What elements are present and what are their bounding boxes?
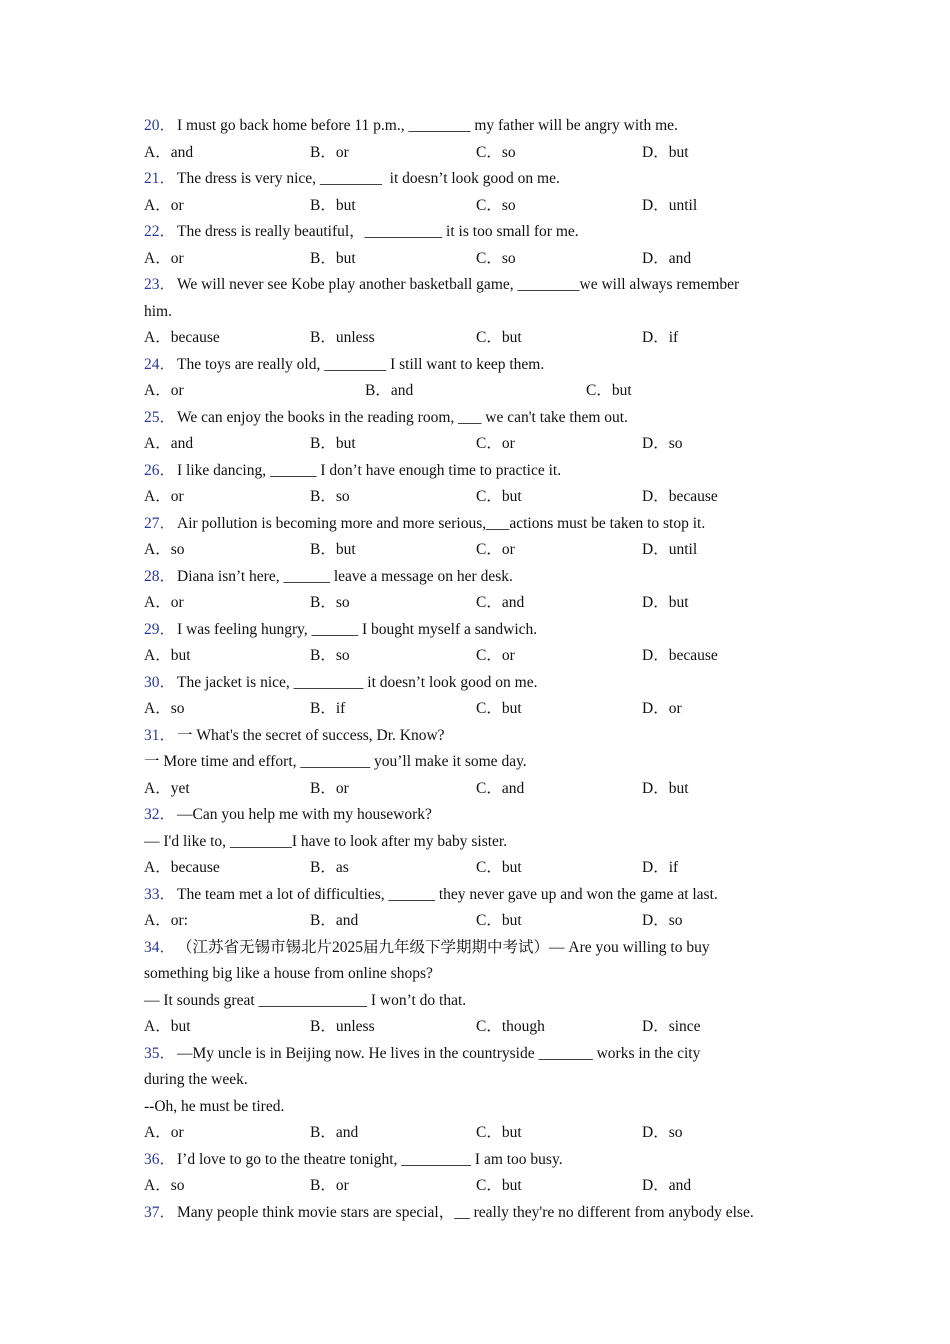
answer-options (144, 431, 824, 458)
answer-options (144, 193, 824, 220)
option-text: or (335, 779, 349, 797)
answer-option[interactable] (476, 1120, 642, 1147)
question-text-line: — I'd like to, ________I have to look after my baby sister. (144, 832, 508, 850)
option-text: but (501, 329, 522, 346)
option-text: or (170, 1124, 184, 1141)
question-text: The dress is really beautiful，__________ it is too small for me. (177, 223, 579, 240)
option-letter: C ． (476, 859, 502, 876)
option-text: if (668, 859, 679, 876)
answer-options (144, 140, 824, 167)
option-text: but (335, 435, 356, 452)
question-block (144, 352, 824, 405)
question-number: 32 ． (144, 802, 177, 829)
question-text: 一 What's the secret of success, Dr. Know? (177, 726, 445, 744)
option-letter: A ． (144, 488, 171, 505)
option-letter: B ． (310, 1177, 336, 1194)
answer-option[interactable] (144, 855, 310, 882)
answer-option[interactable] (642, 1173, 808, 1200)
question-text: Diana isn’t here, ______ leave a message on her desk. (177, 567, 513, 585)
question-block (144, 405, 824, 458)
answer-option[interactable] (310, 1120, 476, 1147)
answer-option[interactable] (310, 431, 476, 458)
answer-option[interactable] (642, 431, 808, 458)
answer-option[interactable] (310, 140, 476, 167)
answer-option[interactable] (476, 193, 642, 220)
answer-options (144, 484, 824, 511)
question-text: —My uncle is in Beijing now. He lives in the countryside _______ works in the city (177, 1044, 701, 1062)
answer-options (144, 643, 824, 670)
option-letter: B ． (310, 144, 336, 161)
option-text: because (668, 488, 718, 505)
answer-option[interactable] (144, 590, 310, 617)
answer-option[interactable] (476, 431, 642, 458)
option-text: or (335, 1177, 349, 1194)
option-letter: B ． (310, 594, 336, 611)
option-text: or (501, 435, 515, 452)
option-letter: A ． (144, 1124, 171, 1141)
question-stem (144, 723, 824, 750)
answer-option[interactable] (642, 537, 808, 564)
answer-option[interactable] (144, 776, 310, 803)
answer-option[interactable] (642, 908, 808, 935)
answer-options (144, 855, 824, 882)
question-list (144, 113, 824, 1226)
option-letter: D ． (642, 859, 669, 876)
question-stem (144, 617, 824, 644)
question-stem (144, 219, 824, 246)
answer-option[interactable] (365, 378, 586, 405)
answer-option[interactable] (310, 590, 476, 617)
option-letter: C ． (476, 541, 502, 558)
question-text-line: --Oh, he must be tired. (144, 1097, 285, 1115)
answer-option[interactable] (476, 908, 642, 935)
answer-option[interactable] (144, 696, 310, 723)
answer-option[interactable] (476, 1014, 642, 1041)
option-text: so (170, 700, 185, 717)
option-letter: A ． (144, 144, 171, 161)
option-letter: B ． (310, 197, 336, 214)
answer-option[interactable] (476, 643, 642, 670)
option-text: because (668, 647, 718, 664)
question-stem (144, 458, 824, 485)
option-text: but (501, 1177, 522, 1194)
option-letter: C ． (476, 197, 502, 214)
option-letter: D ． (642, 780, 669, 797)
answer-options (144, 378, 824, 405)
option-text: or (501, 541, 515, 558)
option-letter: C ． (476, 594, 502, 611)
answer-option[interactable] (310, 193, 476, 220)
answer-option[interactable] (310, 776, 476, 803)
option-letter: D ． (642, 912, 669, 929)
answer-option[interactable] (642, 643, 808, 670)
option-text: or (170, 249, 184, 267)
answer-options (144, 776, 824, 803)
option-letter: D ． (642, 647, 669, 664)
question-text: Many people think movie stars are special，__ really they're no different from anybody else. (177, 1203, 754, 1221)
option-letter: A ． (144, 1018, 171, 1035)
answer-option[interactable] (642, 590, 808, 617)
question-block (144, 166, 824, 219)
option-letter: A ． (144, 197, 171, 214)
option-text: so (501, 196, 516, 214)
question-number: 30 ． (144, 670, 177, 697)
option-letter: C ． (476, 144, 502, 161)
option-letter: A ． (144, 647, 171, 664)
option-letter: B ． (310, 329, 336, 346)
option-text: but (170, 647, 191, 664)
answer-option[interactable] (310, 696, 476, 723)
answer-option[interactable] (476, 325, 642, 352)
question-stem (144, 272, 824, 299)
option-text: unless (335, 329, 375, 346)
question-number: 37 ． (144, 1200, 177, 1227)
answer-option[interactable] (144, 1014, 310, 1041)
option-text: or (170, 594, 184, 611)
option-text: because (170, 329, 220, 346)
option-text: but (611, 382, 632, 399)
question-text: —Can you help me with my housework? (177, 806, 432, 823)
answer-options (144, 1173, 824, 1200)
option-letter: C ． (476, 329, 502, 346)
answer-option[interactable] (144, 1120, 310, 1147)
option-letter: B ． (310, 1018, 336, 1035)
question-stem (144, 113, 824, 140)
option-text: but (170, 1018, 191, 1035)
option-letter: B ． (310, 541, 336, 558)
answer-option[interactable] (144, 1173, 310, 1200)
question-block (144, 670, 824, 723)
option-letter: A ． (144, 859, 171, 876)
answer-option[interactable] (476, 246, 642, 273)
question-block (144, 882, 824, 935)
answer-option[interactable] (642, 193, 808, 220)
question-stem (144, 352, 824, 379)
answer-option[interactable] (642, 696, 808, 723)
option-text: but (335, 249, 356, 267)
option-letter: C ． (586, 382, 612, 399)
option-letter: B ． (310, 250, 336, 267)
option-text: so (335, 647, 350, 664)
question-block (144, 802, 824, 882)
option-text: or (668, 700, 682, 717)
question-stem (144, 1041, 824, 1068)
option-text: but (668, 594, 689, 611)
answer-option[interactable] (476, 140, 642, 167)
question-block (144, 617, 824, 670)
option-text: if (668, 329, 679, 346)
answer-option[interactable] (476, 1173, 642, 1200)
question-block (144, 219, 824, 272)
option-letter: D ． (642, 144, 669, 161)
option-text: and (668, 249, 692, 267)
option-text: so (668, 912, 683, 929)
option-letter: C ． (476, 1177, 502, 1194)
option-letter: A ． (144, 329, 171, 346)
answer-options (144, 1014, 824, 1041)
option-letter: D ． (642, 1124, 669, 1141)
option-text: until (668, 196, 698, 214)
question-number: 26 ． (144, 458, 177, 485)
answer-option[interactable] (310, 643, 476, 670)
option-letter: D ． (642, 488, 669, 505)
option-text: so (501, 143, 516, 161)
question-stem (144, 1147, 824, 1174)
question-number: 28 ． (144, 564, 177, 591)
option-text: and (335, 912, 359, 929)
option-text: yet (170, 779, 190, 797)
question-stem (144, 935, 824, 962)
option-text: or (170, 196, 184, 214)
question-block (144, 113, 824, 166)
question-stem (144, 1200, 824, 1227)
option-letter: C ． (476, 250, 502, 267)
option-text: since (668, 1018, 701, 1035)
answer-option[interactable] (144, 484, 310, 511)
answer-option[interactable] (310, 1173, 476, 1200)
answer-options (144, 325, 824, 352)
question-block (144, 723, 824, 803)
question-text: We can enjoy the books in the reading room, ___ we can't take them out. (177, 408, 628, 426)
answer-option[interactable] (476, 484, 642, 511)
answer-option[interactable] (310, 855, 476, 882)
option-text: as (335, 859, 349, 876)
answer-option[interactable] (476, 776, 642, 803)
option-letter: C ． (476, 912, 502, 929)
answer-option[interactable] (642, 1014, 808, 1041)
question-text: Air pollution is becoming more and more serious,___actions must be taken to stop it. (177, 514, 706, 532)
question-number: 22 ． (144, 219, 177, 246)
answer-option[interactable] (642, 1120, 808, 1147)
question-text: I must go back home before 11 p.m., ________ my father will be angry with me. (177, 117, 678, 134)
option-letter: B ． (310, 647, 336, 664)
question-block (144, 935, 824, 1041)
option-text: because (170, 859, 220, 876)
option-letter: A ． (144, 435, 171, 452)
option-text: but (335, 196, 356, 214)
answer-option[interactable] (642, 140, 808, 167)
answer-options (144, 696, 824, 723)
option-letter: D ． (642, 435, 669, 452)
option-letter: D ． (642, 197, 669, 214)
question-number: 31 ． (144, 723, 177, 750)
answer-options (144, 1120, 824, 1147)
option-letter: A ． (144, 700, 171, 717)
question-text: We will never see Kobe play another basketball game, ________we will always remember (177, 276, 740, 293)
option-text: if (335, 700, 346, 717)
question-block (144, 1041, 824, 1147)
answer-option[interactable] (642, 246, 808, 273)
answer-option[interactable] (144, 643, 310, 670)
question-text-line: during the week. (144, 1071, 248, 1088)
question-number: 29 ． (144, 617, 177, 644)
question-stem (144, 511, 824, 538)
question-text: I like dancing, ______ I don’t have enough time to practice it. (177, 461, 562, 479)
answer-option[interactable] (144, 246, 310, 273)
option-letter: A ． (144, 780, 171, 797)
question-text: The dress is very nice, ________ it doesn’t look good on me. (177, 170, 560, 187)
option-text: so (335, 594, 350, 611)
question-text-line: something big like a house from online shops? (144, 965, 433, 982)
option-text: though (501, 1018, 545, 1035)
answer-option[interactable] (310, 908, 476, 935)
answer-option[interactable] (144, 378, 365, 405)
question-text-line: 一 More time and effort, _________ you’ll make it some day. (144, 753, 527, 770)
question-number: 23 ． (144, 272, 177, 299)
question-stem (144, 405, 824, 432)
option-text: but (501, 859, 522, 876)
option-text: and (170, 435, 194, 452)
question-stem (144, 564, 824, 591)
answer-option[interactable] (642, 855, 808, 882)
question-number: 24 ． (144, 352, 177, 379)
option-text: or: (170, 912, 188, 929)
option-text: so (170, 1177, 185, 1194)
answer-option[interactable] (310, 246, 476, 273)
option-text: but (335, 541, 356, 558)
answer-option[interactable] (642, 325, 808, 352)
answer-option[interactable] (310, 537, 476, 564)
option-letter: D ． (642, 594, 669, 611)
question-number: 25 ． (144, 405, 177, 432)
option-letter: D ． (642, 250, 669, 267)
question-block (144, 564, 824, 617)
option-letter: A ． (144, 382, 171, 399)
option-text: but (501, 700, 522, 717)
option-text: or (170, 488, 184, 505)
question-text: The jacket is nice, _________ it doesn’t look good on me. (177, 673, 538, 691)
question-number: 33 ． (144, 882, 177, 909)
option-letter: C ． (476, 435, 502, 452)
question-text-line: — It sounds great ______________ I won’t do that. (144, 991, 467, 1009)
question-text: I was feeling hungry, ______ I bought myself a sandwich. (177, 620, 538, 638)
option-letter: C ． (476, 488, 502, 505)
option-text: and (668, 1177, 692, 1194)
answer-option[interactable] (476, 855, 642, 882)
answer-option[interactable] (144, 537, 310, 564)
answer-option[interactable] (642, 484, 808, 511)
option-text: so (668, 435, 683, 452)
answer-option[interactable] (310, 484, 476, 511)
option-text: and (390, 382, 414, 399)
option-text: and (170, 143, 194, 161)
option-text: unless (335, 1018, 375, 1035)
option-letter: D ． (642, 1177, 669, 1194)
question-number: 36 ． (144, 1147, 177, 1174)
answer-option[interactable] (310, 1014, 476, 1041)
option-letter: C ． (476, 700, 502, 717)
question-text: The team met a lot of difficulties, ______ they never gave up and won the game at last. (177, 885, 718, 903)
option-letter: B ． (310, 912, 336, 929)
question-block (144, 511, 824, 564)
option-letter: A ． (144, 912, 171, 929)
question-number: 35 ． (144, 1041, 177, 1068)
answer-option[interactable] (144, 908, 310, 935)
option-letter: B ． (310, 1124, 336, 1141)
answer-option[interactable] (310, 325, 476, 352)
option-text: and (501, 594, 525, 611)
question-number: 27 ． (144, 511, 177, 538)
option-text: but (668, 143, 689, 161)
option-letter: C ． (476, 1124, 502, 1141)
answer-options (144, 537, 824, 564)
option-text: so (668, 1124, 683, 1141)
option-letter: B ． (310, 488, 336, 505)
answer-option[interactable] (586, 378, 752, 405)
option-letter: D ． (642, 700, 669, 717)
question-number: 21 ． (144, 166, 177, 193)
question-block (144, 458, 824, 511)
option-letter: D ． (642, 1018, 669, 1035)
question-block (144, 1200, 824, 1227)
question-stem (144, 802, 824, 829)
option-text: and (501, 779, 525, 797)
option-text: or (501, 647, 515, 664)
question-stem (144, 670, 824, 697)
option-text: so (170, 541, 185, 558)
option-text: but (501, 488, 522, 505)
option-letter: B ． (365, 382, 391, 399)
question-text: （江苏省无锡市锡北片2025届九年级下学期期中考试）— Are you willing to buy (177, 938, 710, 956)
answer-option[interactable] (476, 537, 642, 564)
option-text: or (335, 143, 349, 161)
answer-option[interactable] (144, 193, 310, 220)
option-letter: A ． (144, 541, 171, 558)
option-letter: C ． (476, 780, 502, 797)
question-number: 34 ． (144, 935, 177, 962)
option-text: but (668, 779, 689, 797)
question-block (144, 1147, 824, 1200)
option-letter: B ． (310, 700, 336, 717)
question-text: The toys are really old, ________ I still want to keep them. (177, 355, 545, 373)
answer-options (144, 246, 824, 273)
question-text-line: him. (144, 302, 172, 320)
answer-option[interactable] (144, 325, 310, 352)
option-text: until (668, 541, 698, 558)
question-number: 20 ． (144, 113, 177, 140)
option-letter: A ． (144, 250, 171, 267)
option-letter: B ． (310, 859, 336, 876)
option-text: so (335, 488, 350, 505)
question-stem (144, 882, 824, 909)
option-letter: C ． (476, 1018, 502, 1035)
option-text: so (501, 249, 516, 267)
option-letter: C ． (476, 647, 502, 664)
option-letter: B ． (310, 435, 336, 452)
answer-option[interactable] (476, 696, 642, 723)
option-letter: A ． (144, 594, 171, 611)
question-stem (144, 166, 824, 193)
option-text: and (335, 1124, 359, 1141)
answer-option[interactable] (144, 140, 310, 167)
option-letter: A ． (144, 1177, 171, 1194)
answer-option[interactable] (144, 431, 310, 458)
question-block (144, 272, 824, 352)
option-letter: B ． (310, 780, 336, 797)
option-letter: D ． (642, 541, 669, 558)
answer-option[interactable] (642, 776, 808, 803)
question-text: I’d love to go to the theatre tonight, _________ I am too busy. (177, 1150, 563, 1168)
option-text: but (501, 1124, 522, 1141)
option-text: or (170, 382, 184, 399)
answer-options (144, 908, 824, 935)
option-text: but (501, 912, 522, 929)
answer-option[interactable] (476, 590, 642, 617)
option-letter: D ． (642, 329, 669, 346)
answer-options (144, 590, 824, 617)
